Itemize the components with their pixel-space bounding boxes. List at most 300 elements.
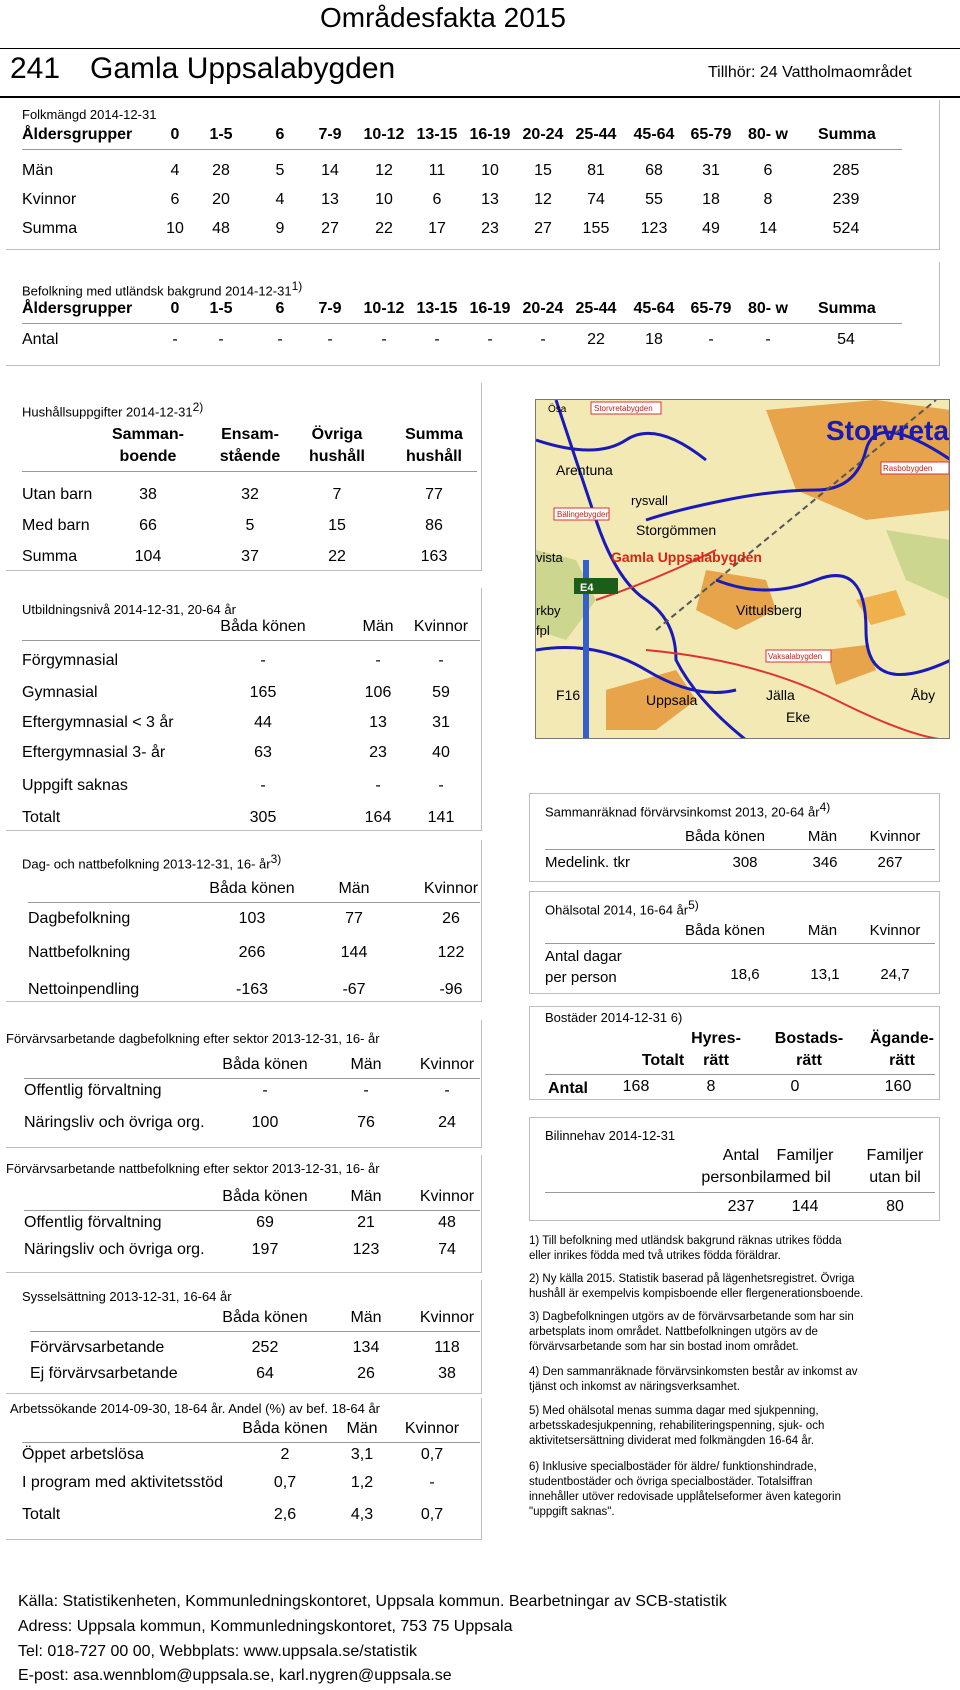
cars-value: 144: [791, 1198, 819, 1215]
table-cell: 0,7: [420, 1506, 444, 1523]
table-row-label: Med barn: [22, 517, 90, 534]
table-cell: 141: [427, 809, 455, 826]
sickness-title: Ohälsotal 2014, 16-64 $år^{5)}$: [545, 898, 699, 918]
age-column-header: Summa: [818, 126, 876, 143]
table-cell: 4,3: [350, 1506, 374, 1523]
income-col-men: Män: [807, 828, 838, 845]
table-cell: 524: [832, 220, 860, 237]
sickness-value: 24,7: [880, 966, 910, 983]
area-number: 241: [10, 52, 61, 85]
table-cell: 104: [134, 548, 162, 565]
map-label-jalla: Jälla: [766, 687, 795, 703]
household-column-header: Övriga: [311, 426, 363, 443]
table-cell: 9: [275, 220, 285, 237]
table-cell: 22: [328, 548, 346, 565]
table-cell: 54: [837, 331, 855, 348]
column-header: Kvinnor: [413, 618, 469, 635]
age-column-header: 80- w: [747, 126, 788, 143]
table-cell: 22: [587, 331, 605, 348]
sickness-col-men: Män: [807, 922, 838, 939]
footnote-line: arbetsskadesjukpenning, rehabiliteringspenning, sjuk- och: [529, 1420, 825, 1432]
table-cell: 13: [321, 191, 339, 208]
foreign-title: Befolkning med utländsk bakgrund 2014-12-31$^{1)}$: [22, 279, 303, 299]
table-cell: 23: [481, 220, 499, 237]
table-cell: 305: [249, 809, 277, 826]
households-title: Hushållsuppgifter 2014-12-31$^{2)}$: [22, 400, 204, 420]
footnote-line: 5) Med ohälsotal menas summa dagar med sjukpenning,: [529, 1405, 819, 1417]
table-cell: 17: [428, 220, 446, 237]
table-cell: 4: [170, 162, 180, 179]
footnote-line: förvärvsarbetande som har sin bostad inom området.: [529, 1341, 799, 1353]
age-column-header: 25-44: [575, 300, 617, 317]
table-cell: 38: [139, 486, 157, 503]
column-header: Båda könen: [222, 1188, 308, 1205]
header-divider: [0, 48, 960, 49]
table-cell: 6: [432, 191, 442, 208]
table-cell: -: [765, 331, 771, 348]
table-cell: 18: [645, 331, 663, 348]
household-column-header: boende: [119, 448, 177, 465]
map-label-e4: E4: [580, 582, 594, 594]
footnote-line: 6) Inklusive specialbostäder för äldre/ funktionshindrade,: [529, 1461, 817, 1473]
income-col-both: Båda könen: [684, 828, 766, 845]
table-cell: 6: [763, 162, 773, 179]
map-label-f16: F16: [556, 687, 581, 703]
table-cell: 10: [375, 191, 393, 208]
map-label-storvretabygden: Storvretabygden: [594, 404, 653, 413]
table-cell: 55: [645, 191, 663, 208]
household-column-header: stående: [219, 448, 281, 465]
table-cell: 81: [587, 162, 605, 179]
table-cell: 165: [249, 684, 277, 701]
table-row-label: Förgymnasial: [22, 652, 119, 669]
housing-value: 0: [790, 1078, 800, 1095]
table-row-label: Eftergymnasial 3- år: [22, 744, 166, 761]
column-header: Kvinnor: [419, 1056, 475, 1073]
table-cell: 26: [357, 1365, 375, 1382]
table-row-label: Dagbefolkning: [28, 910, 131, 927]
household-column-header: Samman-: [111, 426, 185, 443]
footnote-line: 4) Den sammanräknade förvärvsinkomsten består av inkomst av: [529, 1366, 858, 1378]
table-cell: 66: [139, 517, 157, 534]
report-title: Områdesfakta 2015: [320, 2, 566, 33]
table-cell: 106: [364, 684, 392, 701]
column-header: Kvinnor: [419, 1309, 475, 1326]
table-cell: 2,6: [273, 1506, 297, 1523]
age-column-header: 13-15: [416, 300, 458, 317]
table-cell: 86: [425, 517, 443, 534]
table-cell: 5: [275, 162, 285, 179]
cars-column-header: personbilar: [701, 1169, 781, 1186]
table-row-label: Antal: [22, 331, 59, 348]
table-cell: -: [375, 777, 381, 794]
table-rule: [22, 640, 480, 641]
footnote-line: 3) Dagbefolkningen utgörs av de förvärvsarbetande som har sin: [529, 1311, 854, 1323]
table-cell: -: [327, 331, 333, 348]
table-cell: -: [260, 652, 266, 669]
table-rule: [24, 1078, 480, 1079]
table-cell: 77: [345, 910, 363, 927]
table-cell: 5: [245, 517, 255, 534]
table-row-label: Summa: [22, 220, 78, 237]
table-row-label: Totalt: [22, 1506, 61, 1523]
cars-column-header: Antal: [722, 1147, 760, 1164]
table-cell: 197: [251, 1241, 279, 1258]
table-row-label: Ej förvärvsarbetande: [30, 1365, 178, 1382]
age-column-header: 45-64: [633, 300, 675, 317]
belongs-to: Tillhör: 24 Vattholmaområdet: [708, 64, 912, 81]
column-header: Båda könen: [222, 1309, 308, 1326]
table-cell: -: [438, 652, 444, 669]
table-cell: -: [429, 1474, 435, 1491]
table-cell: 252: [251, 1339, 279, 1356]
map-label-balingebygden: Bälingebygden: [557, 510, 610, 519]
table-cell: 15: [534, 162, 552, 179]
age-column-header: 0: [170, 300, 180, 317]
table-cell: 64: [256, 1365, 274, 1382]
table-cell: 31: [432, 714, 450, 731]
table-row-label: Uppgift saknas: [22, 777, 128, 794]
table-row-label: Nettoinpendling: [28, 981, 140, 998]
footnote-line: innehåller utöver redovisade upplåtelseformer även kategorin: [529, 1491, 841, 1503]
table-row-label: Offentlig förvaltning: [24, 1214, 162, 1231]
table-cell: 44: [254, 714, 272, 731]
table-cell: -: [487, 331, 493, 348]
daynight-title: Dag- och nattbefolkning 2013-12-31, 16- $år^{3)}$: [22, 852, 282, 872]
column-header: Båda könen: [242, 1420, 328, 1437]
table-cell: 68: [645, 162, 663, 179]
table-cell: -: [375, 652, 381, 669]
table-cell: 2: [280, 1446, 290, 1463]
age-column-header: 80- w: [747, 300, 788, 317]
age-column-header: 13-15: [416, 126, 458, 143]
column-header: Män: [350, 1188, 382, 1205]
table-cell: -: [277, 331, 283, 348]
column-header: Båda könen: [209, 880, 295, 897]
map-label-aby: Åby: [911, 687, 936, 703]
table-cell: -: [218, 331, 224, 348]
table-row-label: Män: [22, 162, 54, 179]
map-label-vista: vista: [536, 550, 563, 565]
table-cell: 38: [438, 1365, 456, 1382]
column-header: Båda könen: [220, 618, 306, 635]
income-value: 308: [732, 854, 758, 871]
table-cell: -: [262, 1082, 268, 1099]
table-cell: 122: [437, 944, 465, 961]
age-header-label: Åldersgrupper: [22, 300, 133, 317]
table-cell: 13: [369, 714, 387, 731]
table-cell: 13: [481, 191, 499, 208]
table-cell: 48: [438, 1214, 456, 1231]
table-cell: 59: [432, 684, 450, 701]
map-label-rysvall: rysvall: [631, 493, 668, 508]
table-cell: 266: [238, 944, 266, 961]
housing-column-header: rätt: [703, 1052, 729, 1069]
table-row-label: Eftergymnasial < 3 år: [22, 714, 174, 731]
table-rule: [545, 1074, 935, 1075]
table-cell: 74: [587, 191, 605, 208]
age-column-header: 6: [275, 126, 285, 143]
housing-column-header: rätt: [796, 1052, 822, 1069]
table-cell: -: [363, 1082, 369, 1099]
jobseekers-title: Arbetssökande 2014-09-30, 18-64 år. Andel (%) av bef. 18-64 år: [10, 1401, 381, 1416]
table-cell: 0,7: [273, 1474, 297, 1491]
sickness-value: 13,1: [810, 966, 840, 983]
table-cell: 285: [832, 162, 860, 179]
map-label-storgommen: Storgömmen: [636, 522, 717, 538]
table-cell: 28: [212, 162, 230, 179]
map-label-gamla-uppsalabygden: Gamla Uppsalabygden: [611, 549, 762, 565]
table-cell: 49: [702, 220, 720, 237]
table-cell: 100: [251, 1114, 279, 1131]
area-name: Gamla Uppsalabygden: [90, 52, 396, 85]
table-cell: 76: [357, 1114, 375, 1131]
column-header: Män: [362, 618, 394, 635]
table-rule: [22, 149, 902, 150]
table-cell: 134: [352, 1339, 380, 1356]
table-row-label: Offentlig förvaltning: [24, 1082, 162, 1099]
footer-phone: Tel: 018-727 00 00, Webbplats: www.uppsala.se/statistik: [18, 1643, 418, 1660]
table-row-label: Utan barn: [22, 486, 93, 503]
cars-column-header: Familjer: [866, 1147, 924, 1164]
table-cell: -96: [439, 981, 463, 998]
sickness-row-label: Antal dagar: [545, 948, 622, 965]
table-cell: 12: [375, 162, 393, 179]
footnote-line: "uppgift saknas".: [529, 1506, 615, 1518]
income-value: 267: [877, 854, 903, 871]
table-cell: -: [260, 777, 266, 794]
map-label-rkby: rkby: [536, 603, 561, 618]
table-cell: 23: [369, 744, 387, 761]
table-cell: 3,1: [350, 1446, 374, 1463]
table-row-label: Näringsliv och övriga org.: [24, 1114, 205, 1131]
table-cell: 20: [212, 191, 230, 208]
column-header: Män: [350, 1309, 382, 1326]
housing-column-header: rätt: [889, 1052, 915, 1069]
area-map: [535, 399, 950, 739]
income-value: 346: [812, 854, 838, 871]
age-column-header: 25-44: [575, 126, 617, 143]
household-column-header: hushåll: [308, 448, 365, 465]
table-cell: 10: [166, 220, 184, 237]
table-row-label: Förvärvsarbetande: [30, 1339, 165, 1356]
table-cell: 164: [364, 809, 392, 826]
table-rule: [545, 1192, 935, 1193]
table-cell: 163: [420, 548, 448, 565]
table-cell: 14: [759, 220, 777, 237]
table-cell: 69: [256, 1214, 274, 1231]
table-rule: [28, 902, 480, 903]
table-cell: 31: [702, 162, 720, 179]
table-row-label: Kvinnor: [22, 191, 77, 208]
table-cell: -: [434, 331, 440, 348]
column-header: Kvinnor: [404, 1420, 460, 1437]
table-cell: 118: [434, 1339, 460, 1356]
housing-column-header: Totalt: [641, 1052, 685, 1069]
table-cell: 15: [328, 517, 346, 534]
table-cell: 144: [340, 944, 368, 961]
table-cell: 8: [763, 191, 773, 208]
table-row-label: Gymnasial: [22, 684, 98, 701]
sickness-value: 18,6: [730, 966, 760, 983]
table-cell: -: [381, 331, 387, 348]
table-cell: 7: [332, 486, 342, 503]
table-cell: -: [444, 1082, 450, 1099]
map-label-fpl: fpl: [536, 623, 550, 638]
cars-column-header: med bil: [779, 1169, 831, 1186]
table-cell: 123: [352, 1241, 380, 1258]
income-col-women: Kvinnor: [869, 828, 921, 845]
age-column-header: 16-19: [469, 126, 511, 143]
table-cell: -: [540, 331, 546, 348]
household-column-header: Summa: [405, 426, 463, 443]
table-cell: 123: [640, 220, 668, 237]
age-column-header: 7-9: [318, 126, 342, 143]
sickness-row-label: per person: [545, 969, 617, 986]
map-label-arentuna: Arentuna: [556, 462, 613, 478]
housing-value: 168: [622, 1078, 650, 1095]
table-cell: 6: [170, 191, 180, 208]
header-divider-thick: [0, 96, 960, 98]
table-rule: [30, 1331, 480, 1332]
map-label-storvreta: Storvreta: [826, 415, 949, 446]
housing-value: 160: [884, 1078, 912, 1095]
table-cell: -: [172, 331, 178, 348]
column-header: Män: [346, 1420, 378, 1437]
housing-row-label: Antal: [548, 1080, 588, 1097]
cars-column-header: Familjer: [776, 1147, 834, 1164]
table-cell: -: [438, 777, 444, 794]
table-cell: 1,2: [350, 1474, 374, 1491]
table-cell: 155: [582, 220, 610, 237]
table-cell: 0,7: [420, 1446, 444, 1463]
table-cell: 24: [438, 1114, 456, 1131]
table-rule: [22, 471, 477, 472]
table-cell: 27: [534, 220, 552, 237]
table-row-label: Summa: [22, 548, 78, 565]
table-row-label: Öppet arbetslösa: [22, 1446, 144, 1463]
footnote-line: eller inrikes födda med två utrikes födda föräldrar.: [529, 1250, 781, 1262]
table-cell: 74: [438, 1241, 456, 1258]
table-cell: 21: [357, 1214, 375, 1231]
table-row-label: Näringsliv och övriga org.: [24, 1241, 205, 1258]
age-column-header: 0: [170, 126, 180, 143]
table-cell: 22: [375, 220, 393, 237]
household-column-header: hushåll: [405, 448, 462, 465]
table-cell: 27: [321, 220, 339, 237]
map-label-uppsala: Uppsala: [646, 692, 698, 708]
footnote-line: 1) Till befolkning med utländsk bakgrund räknas utrikes födda: [529, 1235, 842, 1247]
footer-source: Källa: Statistikenheten, Kommunledningskontoret, Uppsala kommun. Bearbetningar av SCB-statistik: [18, 1593, 727, 1610]
age-column-header: 20-24: [522, 300, 564, 317]
age-column-header: 45-64: [633, 126, 675, 143]
housing-title: Bostäder 2014-12-31 6): [545, 1010, 683, 1025]
housing-column-header: Bostads-: [774, 1030, 844, 1047]
table-cell: 63: [254, 744, 272, 761]
table-cell: -67: [342, 981, 366, 998]
table-cell: 103: [238, 910, 266, 927]
population-title: Folkmängd 2014-12-31: [22, 107, 157, 122]
table-cell: 48: [212, 220, 230, 237]
cars-column-header: utan bil: [869, 1169, 921, 1186]
cars-value: 80: [886, 1198, 904, 1215]
area-map-image: [536, 400, 950, 739]
column-header: Män: [350, 1056, 382, 1073]
sickness-col-both: Båda könen: [684, 922, 766, 939]
age-header-label: Åldersgrupper: [22, 126, 133, 143]
map-label-vaksalabygden: Vaksalabygden: [768, 652, 823, 661]
footnote-line: arbetsplats inom området. Nattbefolkningen utgörs av de: [529, 1326, 818, 1338]
table-cell: 14: [321, 162, 339, 179]
table-cell: 10: [481, 162, 499, 179]
column-header: Män: [338, 880, 370, 897]
table-row-label: I program med aktivitetsstöd: [22, 1474, 223, 1491]
table-row-label: Nattbefolkning: [28, 944, 131, 961]
age-column-header: Summa: [818, 300, 876, 317]
sector-night-title: Förvärvsarbetande nattbefolkning efter sektor 2013-12-31, 16- år: [6, 1161, 380, 1176]
age-column-header: 10-12: [363, 300, 405, 317]
sickness-col-women: Kvinnor: [869, 922, 921, 939]
age-column-header: 7-9: [318, 300, 342, 317]
age-column-header: 1-5: [209, 126, 233, 143]
household-column-header: Ensam-: [221, 426, 279, 443]
footnote-line: 2) Ny källa 2015. Statistik baserad på lägenhetsregistret. Övriga: [529, 1273, 855, 1285]
table-cell: 32: [241, 486, 259, 503]
column-header: Kvinnor: [423, 880, 479, 897]
age-column-header: 10-12: [363, 126, 405, 143]
housing-column-header: Hyres-: [691, 1030, 741, 1047]
table-rule: [22, 323, 902, 324]
education-title: Utbildningsnivå 2014-12-31, 20-64 år: [22, 602, 236, 617]
age-column-header: 20-24: [522, 126, 564, 143]
table-cell: 40: [432, 744, 450, 761]
footnote-line: tjänst och inkomst av näringsverksamhet.: [529, 1381, 740, 1393]
table-cell: 77: [425, 486, 443, 503]
cars-title: Bilinnehav 2014-12-31: [545, 1128, 676, 1143]
footer-email: E-post: asa.wennblom@uppsala.se, karl.nygren@uppsala.se: [18, 1667, 452, 1684]
age-column-header: 65-79: [690, 126, 732, 143]
table-rule: [22, 1442, 480, 1443]
income-title: Sammanräknad förvärvsinkomst 2013, 20-64 $år^{4)}$: [545, 800, 831, 820]
employment-title: Sysselsättning 2013-12-31, 16-64 år: [22, 1289, 232, 1304]
age-column-header: 1-5: [209, 300, 233, 317]
age-column-header: 16-19: [469, 300, 511, 317]
map-label-eke: Eke: [786, 709, 811, 725]
table-cell: 26: [442, 910, 460, 927]
table-cell: 12: [534, 191, 552, 208]
age-column-header: 6: [275, 300, 285, 317]
table-cell: 239: [832, 191, 860, 208]
table-rule: [24, 1210, 480, 1211]
table-cell: 37: [241, 548, 259, 565]
table-cell: -163: [235, 981, 269, 998]
column-header: Kvinnor: [419, 1188, 475, 1205]
footnote-line: hushåll är exempelvis kompisboende eller flergenerationsboende.: [529, 1288, 864, 1300]
housing-value: 8: [706, 1078, 716, 1095]
table-cell: 18: [702, 191, 720, 208]
sector-day-title: Förvärvsarbetande dagbefolkning efter sektor 2013-12-31, 16- år: [6, 1031, 380, 1046]
table-row-label: Totalt: [22, 809, 61, 826]
footnote-line: studentbostäder och övriga specialbostäder. Totalsiffran: [529, 1476, 813, 1488]
footnote-line: aktivitetsersättning dividerat med folkmängden 16-64 år.: [529, 1435, 815, 1447]
table-cell: 11: [428, 162, 446, 179]
housing-column-header: Ägande-: [870, 1030, 934, 1047]
income-row-label: Medelink. tkr: [545, 854, 631, 871]
cars-value: 237: [727, 1198, 755, 1215]
footer-address: Adress: Uppsala kommun, Kommunledningskontoret, 753 75 Uppsala: [18, 1618, 513, 1635]
table-cell: 4: [275, 191, 285, 208]
age-column-header: 65-79: [690, 300, 732, 317]
